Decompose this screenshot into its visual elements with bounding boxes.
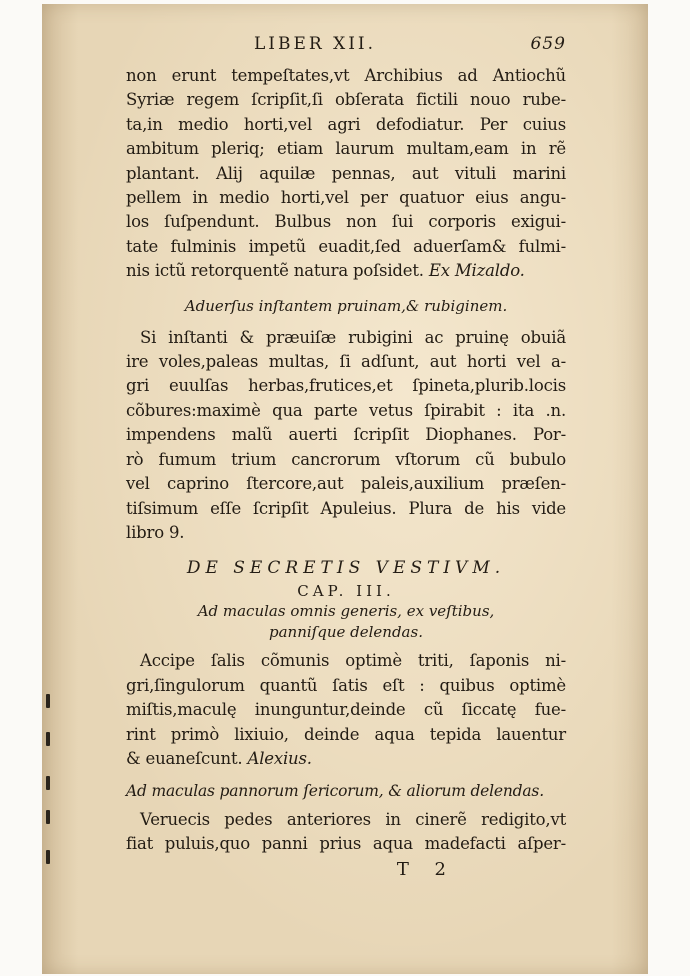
gutter-mark <box>46 776 50 790</box>
text-line: Si inſtanti & præuiſæ rubigini ac pruinę obuiã <box>140 327 566 347</box>
running-title: LIBER XII. <box>254 34 377 54</box>
gutter-mark <box>46 810 50 824</box>
text-line: Veruecis pedes anteriores in cinerẽ redigito,vt <box>140 809 566 829</box>
text-line: ta,in medio horti,vel agri defodiatur. Per cuius <box>126 114 566 134</box>
text-line: miſtis,maculę inunguntur,deinde cũ ſiccatę fue- <box>126 700 566 720</box>
text-line: Syriæ regem ſcripſit,ſi obſerata fictili nouo rube- <box>126 90 566 110</box>
text-line <box>126 259 566 283</box>
chapter-heading: CAP. III. <box>297 582 395 601</box>
section-title: DE SECRETIS VESTIVM. <box>186 558 506 579</box>
text-line: Accipe ſalis cõmunis optimè triti, ſaponis ni- <box>140 651 566 671</box>
text-line: impendens malũ auerti ſcripſit Diophanes. Por- <box>126 425 566 445</box>
gutter-mark <box>46 694 50 708</box>
text-line: plantant. Alij aquilæ pennas, aut vituli marini <box>126 163 566 183</box>
text-line: tiſsimum eſſe ſcripſit Apuleius. Plura de his vide <box>126 498 566 518</box>
binding-gutter <box>42 4 86 974</box>
text-line: vel caprino ſtercore,aut paleis,auxilium præſen- <box>126 474 566 494</box>
text-line: fiat puluis,quo panni prius aqua madefacti aſper- <box>126 834 566 854</box>
line-text: & euaneſcunt. <box>126 748 243 768</box>
text-line: libro 9. <box>126 522 185 542</box>
text-line: non erunt tempeſtates,vt Archibius ad Antiochũ <box>126 66 566 85</box>
paragraph-silk <box>126 808 566 857</box>
text-block <box>126 34 566 880</box>
text-line: ire voles,paleas multas, ſi adſunt, aut horti vel a- <box>126 352 566 372</box>
book-page <box>42 4 648 974</box>
text-line <box>126 747 566 771</box>
gutter-mark <box>46 732 50 746</box>
text-line: los ſuſpendunt. Bulbus non ſui corporis exigui- <box>126 212 566 232</box>
text-line: gri euulſas herbas,frutices,et ſpineta,plurib.locis <box>126 376 566 396</box>
signature-mark: T 2 <box>396 858 456 880</box>
text-line: cõbures:maximè qua parte vetus ſpirabit : ita .n. <box>126 400 566 420</box>
text-line: gri,ſingulorum quantũ ſatis eſt : quibus optimè <box>126 675 566 695</box>
heading-silk-stains: Ad maculas pannorum ſericorum, & aliorum delendas. <box>126 782 544 801</box>
heading-frost: Aduerſus inſtantem pruinam,& rubiginem. <box>184 296 508 315</box>
gutter-mark <box>46 850 50 864</box>
paragraph-storm-protection <box>126 64 566 284</box>
source-citation: Alexius. <box>247 748 312 768</box>
subheading-line: Ad maculas omnis generis, ex veſtibus, <box>197 602 495 621</box>
line-text: nis ictũ retorquentẽ natura poſsidet. <box>126 261 424 281</box>
text-line: ambitum pleriq; etiam laurum multam,eam in rẽ <box>126 139 566 159</box>
paragraph-stains <box>126 649 566 771</box>
subheading-line: panniſque delendas. <box>269 623 423 642</box>
text-line: rint primò lixiuio, deinde aqua tepida lauentur <box>126 724 566 744</box>
running-head <box>126 34 566 64</box>
text-line: rò fumum trium cancrorum vſtorum cũ bubulo <box>126 449 566 469</box>
page-number: 659 <box>530 34 566 54</box>
paragraph-frost <box>126 326 566 546</box>
text-line: pellem in medio horti,vel per quatuor eius angu- <box>126 188 566 208</box>
text-line: tate fulminis impetũ euadit,ſed aduerſam& fulmi- <box>126 236 566 256</box>
source-citation: Ex Mizaldo. <box>428 261 525 281</box>
